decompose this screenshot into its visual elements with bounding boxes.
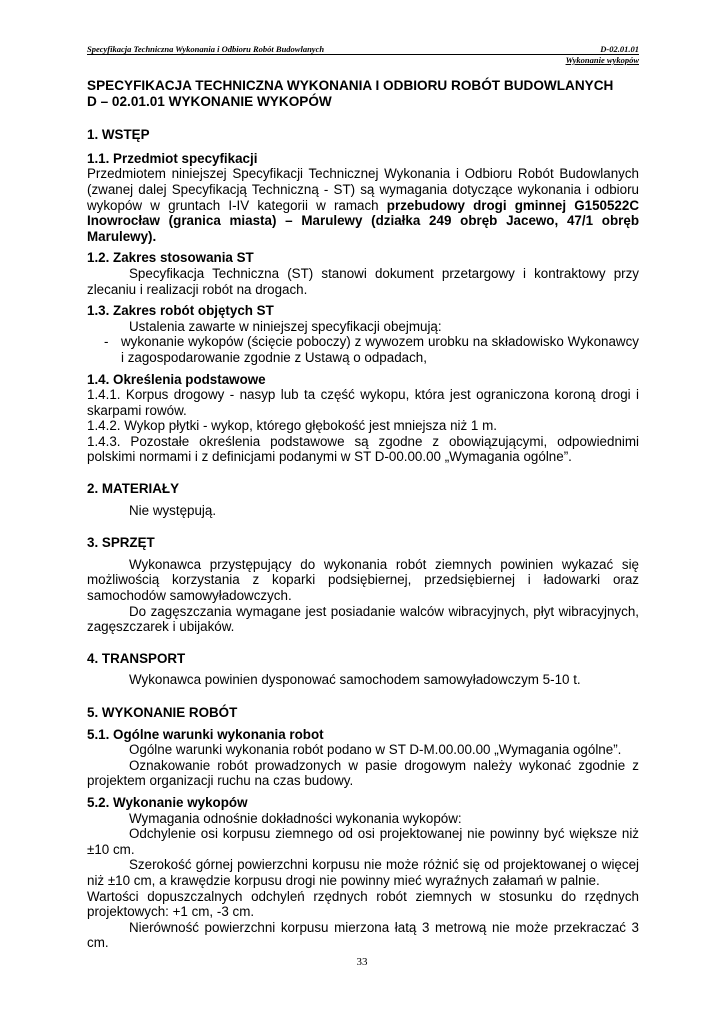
header-spec-code: D-02.01.01 [600, 44, 639, 54]
section-2-text: Nie występują. [129, 502, 217, 518]
header-rule [87, 54, 639, 55]
section-5-2-paragraph-4: Wartości dopuszczalnych odchyleń rzędnych robót ziemnych w stosunku do rzędnych projektowych: +1 cm, -3 cm. [87, 888, 639, 920]
section-4-heading: 4. TRANSPORT [87, 650, 186, 666]
title-line-1: SPECYFIKACJA TECHNICZNA WYKONANIA I ODBIORU ROBÓT BUDOWLANYCH [87, 78, 614, 93]
section-3-heading: 3. SPRZĘT [87, 535, 155, 551]
document-title [87, 78, 639, 109]
section-3-paragraph-2: Do zagęszczania wymagane jest posiadanie walców wibracyjnych, płyt wibracyjnych, zagęszczarek i ubijaków. [87, 603, 639, 635]
section-5-2-paragraph-5: Nierówność powierzchni korpusu mierzona łatą 3 metrową nie może przekraczać 3 cm. [87, 919, 639, 951]
section-5-2-heading: 5.2. Wykonanie wykopów [87, 794, 248, 810]
section-1-2-text: Specyfikacja Techniczna (ST) stanowi dokument przetargowy i kontraktowy przy zlecaniu i realizacji robót na drogach. [87, 265, 639, 297]
definition-1-4-1: 1.4.1. Korpus drogowy - nasyp lub ta część wykopu, która jest ograniczona koroną drogi i skarpami rowów. [87, 387, 639, 418]
section-1-4-heading: 1.4. Określenia podstawowe [87, 371, 266, 387]
section-2-heading: 2. MATERIAŁY [87, 481, 180, 497]
title-line-2: D – 02.01.01 WYKONANIE WYKOPÓW [87, 93, 332, 109]
section-1-1-body: Przedmiotem niniejszej Specyfikacji Technicznej Wykonania i Odbioru Robót Budowlanych (zwanej dalej Specyfikacją Techniczną - ST) są wymagania dotyczące wykonania i odbioru wykopów w gruntach I-IV kategorii w ramach [87, 166, 639, 213]
header-document-title: Specyfikacja Techniczna Wykonania i Odbioru Robót Budowlanych [87, 44, 325, 54]
section-5-1-paragraph-2: Oznakowanie robót prowadzonych w pasie drogowym należy wykonać zgodnie z projektem organizacji ruchu na czas budowy. [87, 757, 639, 789]
section-5-2-paragraph-2: Odchylenie osi korpusu ziemnego od osi projektowanej nie powinny być większe niż ±10 cm. [87, 826, 639, 857]
document-body [87, 78, 639, 951]
section-1-1-heading: 1.1. Przedmiot specyfikacji [87, 150, 258, 166]
section-3-paragraph-1: Wykonawca przystępujący do wykonania robót ziemnych powinien wykazać się możliwością korzystania z koparki podsiębiernej, przedsiębiernej i ładowarki oraz samochodów samowyładowczych. [87, 556, 639, 604]
section-4-text: Wykonawca powinien dysponować samochodem samowyładowczym 5-10 t. [129, 672, 581, 688]
page-number: 33 [356, 956, 368, 968]
section-1-heading: 1. WSTĘP [87, 127, 150, 143]
list-item-text: wykonanie wykopów (ścięcie poboczy) z wywozem urobku na składowisko Wykonawcy i zagospodarowanie zgodnie z Ustawą o odpadach, [121, 334, 639, 365]
definition-1-4-3: 1.4.3. Pozostałe określenia podstawowe są zgodne z obowiązującymi, odpowiednimi polskimi normami i z definicjami podanymi w ST D-00.00.00 „Wymagania ogólne”. [87, 433, 639, 465]
list-dash: - [104, 334, 109, 350]
section-1-3-intro: Ustalenia zawarte w niniejszej specyfikacji obejmują: [129, 318, 442, 334]
section-1-2-heading: 1.2. Zakres stosowania ST [87, 250, 254, 266]
section-1-1-project-name: przebudowy drogi gminnej G150522C Inowrocław (granica miasta) – Marulewy (działka 249 obręb Jacewo, 47/1 obręb Marulewy). [87, 197, 639, 244]
definition-1-4-2: 1.4.2. Wykop płytki - wykop, którego głębokość jest mniejsza niż 1 m. [87, 418, 497, 434]
section-5-2-paragraph-3: Szerokość górnej powierzchni korpusu nie może różnić się od projektowanej o więcej niż ±10 cm, a krawędzie korpusu drogi nie powinny mieć wyraźnych załamań w palnie. [87, 857, 639, 888]
section-5-heading: 5. WYKONANIE ROBÓT [87, 705, 238, 720]
section-5-1-heading: 5.1. Ogólne warunki wykonania robot [87, 726, 324, 742]
section-5-1-paragraph-1: Ogólne warunki wykonania robót podano w ST D-M.00.00.00 „Wymagania ogólne”. [129, 742, 622, 758]
section-5-2-paragraph-1: Wymagania odnośnie dokładności wykonania wykopów: [129, 810, 462, 826]
section-1-3-heading: 1.3. Zakres robót objętych ST [87, 303, 274, 319]
section-1-1-text [87, 166, 639, 244]
header-subtitle: Wykonanie wykopów [565, 55, 639, 65]
list-item [87, 334, 639, 365]
